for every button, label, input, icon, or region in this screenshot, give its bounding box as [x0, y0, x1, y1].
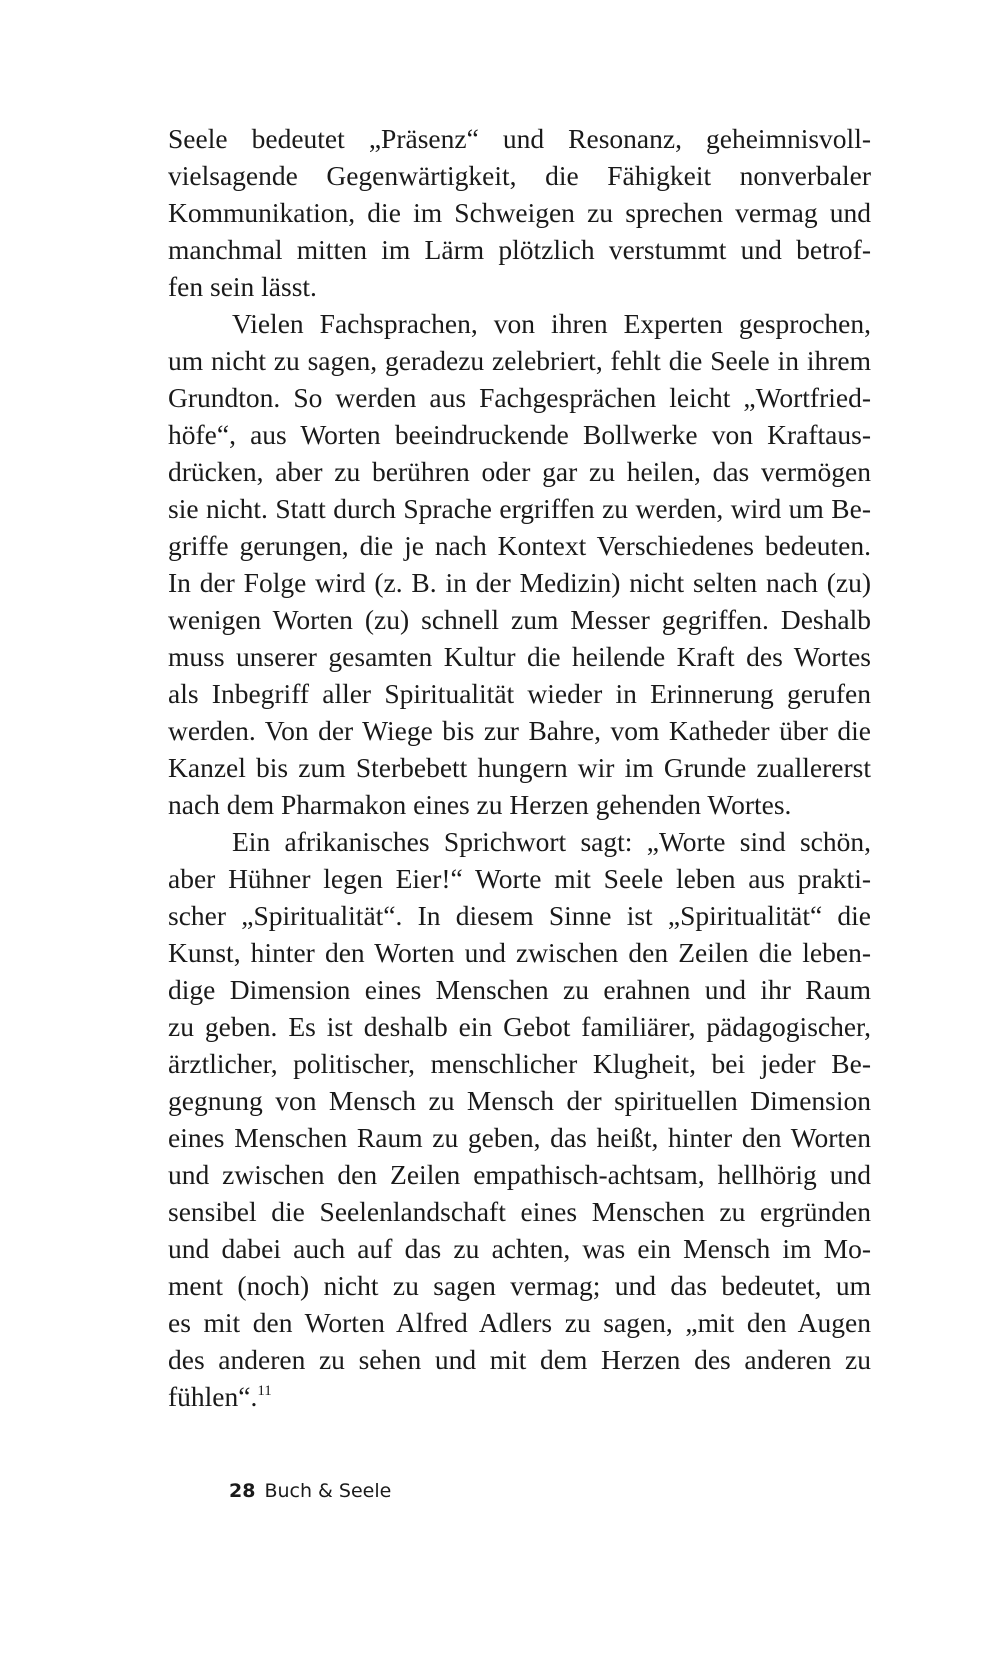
text-line: eines Menschen Raum zu geben, das heißt, hinter den Worten [168, 1122, 871, 1153]
text-line: Seele bedeutet „Präsenz“ und Resonanz, geheimnisvoll- [168, 123, 871, 154]
text-line: dige Dimension eines Menschen zu erahnen und ihr Raum [168, 974, 871, 1005]
text-line: zu geben. Es ist deshalb ein Gebot familiärer, pädagogischer, [168, 1011, 871, 1042]
text-line: ärztlicher, politischer, menschlicher Klugheit, bei jeder Be- [168, 1048, 871, 1079]
line-text: fühlen“. [168, 1381, 258, 1412]
footnote-reference: 11 [257, 1383, 272, 1399]
text-line: es mit den Worten Alfred Adlers zu sagen, „mit den Augen [168, 1307, 871, 1338]
text-line: manchmal mitten im Lärm plötzlich verstummt und betrof- [168, 234, 871, 265]
text-line: muss unserer gesamten Kultur die heilende Kraft des Wortes [168, 641, 871, 672]
page-footer [229, 1480, 391, 1502]
text-line [168, 1378, 871, 1415]
text-line: fen sein lässt. [168, 271, 317, 302]
text-line: Kunst, hinter den Worten und zwischen den Zeilen die leben- [168, 937, 871, 968]
text-line: wenigen Worten (zu) schnell zum Messer gegriffen. Deshalb [168, 604, 871, 635]
text-line: Grundton. So werden aus Fachgesprächen leicht „Wortfried- [168, 382, 871, 413]
text-line: und zwischen den Zeilen empathisch-achtsam, hellhörig und [168, 1159, 871, 1190]
text-line: Ein afrikanisches Sprichwort sagt: „Worte sind schön, [232, 826, 871, 857]
text-line: um nicht zu sagen, geradezu zelebriert, fehlt die Seele in ihrem [168, 345, 871, 376]
body-text [168, 120, 871, 1415]
text-line: scher „Spiritualität“. In diesem Sinne ist „Spiritualität“ die [168, 900, 871, 931]
text-line: aber Hühner legen Eier!“ Worte mit Seele leben aus prakti- [168, 863, 871, 894]
text-line: Kanzel bis zum Sterbebett hungern wir im Grunde zuallererst [168, 752, 871, 783]
text-line: und dabei auch auf das zu achten, was ein Mensch im Mo- [168, 1233, 871, 1264]
text-line: ment (noch) nicht zu sagen vermag; und das bedeutet, um [168, 1270, 871, 1301]
text-line: nach dem Pharmakon eines zu Herzen gehenden Wortes. [168, 789, 792, 820]
text-line: sensibel die Seelenlandschaft eines Menschen zu ergründen [168, 1196, 871, 1227]
text-line: drücken, aber zu berühren oder gar zu heilen, das vermögen [168, 456, 871, 487]
text-line: Kommunikation, die im Schweigen zu sprechen vermag und [168, 197, 871, 228]
text-line: als Inbegriff aller Spiritualität wieder in Erinnerung gerufen [168, 678, 871, 709]
text-line: des anderen zu sehen und mit dem Herzen des anderen zu [168, 1344, 871, 1375]
paragraph-1 [168, 120, 871, 305]
text-line: gegnung von Mensch zu Mensch der spirituellen Dimension [168, 1085, 871, 1116]
page-number: 28 [229, 1480, 256, 1502]
paragraph-3 [168, 823, 871, 1415]
text-line: vielsagende Gegenwärtigkeit, die Fähigkeit nonverbaler [168, 160, 871, 191]
text-line: sie nicht. Statt durch Sprache ergriffen zu werden, wird um Be- [168, 493, 871, 524]
running-title: Buch & Seele [264, 1480, 392, 1502]
text-line: griffe gerungen, die je nach Kontext Verschiedenes bedeuten. [168, 530, 871, 561]
text-line: In der Folge wird (z. B. in der Medizin) nicht selten nach (zu) [168, 567, 871, 598]
paragraph-2 [168, 305, 871, 823]
text-line: höfe“, aus Worten beeindruckende Bollwerke von Kraftaus- [168, 419, 871, 450]
text-line: werden. Von der Wiege bis zur Bahre, vom Katheder über die [168, 715, 871, 746]
text-line: Vielen Fachsprachen, von ihren Experten gesprochen, [232, 308, 871, 339]
